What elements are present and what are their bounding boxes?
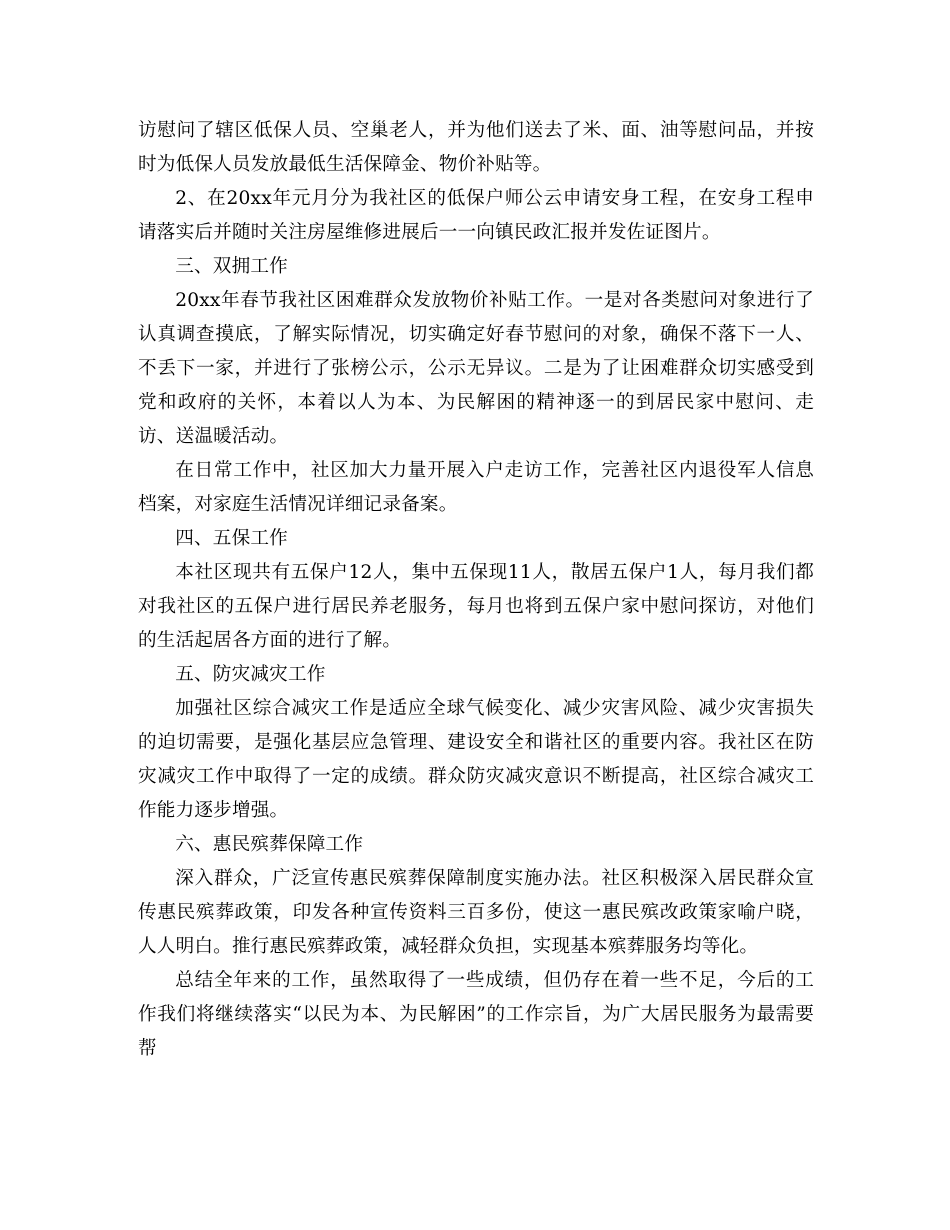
paragraph-continuation: 访慰问了辖区低保人员、空巢老人，并为他们送去了米、面、油等慰问品，并按时为低保人员发放最低生活保障金、物价补贴等。 bbox=[138, 120, 814, 175]
section-heading-wubao: 四、五保工作 bbox=[175, 528, 288, 549]
document-body bbox=[138, 114, 814, 1066]
section-heading-funeral: 六、惠民殡葬保障工作 bbox=[175, 834, 364, 855]
paragraph-funeral: 深入群众，广泛宣传惠民殡葬保障制度实施办法。社区积极深入居民群众宣传惠民殡葬政策，印发各种宣传资料三百多份，使这一惠民殡改政策家喻户晓，人人明白。推行惠民殡葬政策，减轻群众负担，实现基本殡葬服务均等化。 bbox=[138, 868, 814, 957]
paragraph-item-2: 2、在20xx年元月分为我社区的低保户师公云申请安身工程，在安身工程申请落实后并随时关注房屋维修进展后一一向镇民政汇报并发佐证图片。 bbox=[138, 188, 814, 243]
paragraph-daily-work: 在日常工作中，社区加大力量开展入户走访工作，完善社区内退役军人信息档案，对家庭生活情况详细记录备案。 bbox=[138, 460, 814, 515]
section-heading-shuangyong: 三、双拥工作 bbox=[175, 256, 288, 277]
paragraph-spring-festival: 20xx年春节我社区困难群众发放物价补贴工作。一是对各类慰问对象进行了认真调查摸底，了解实际情况，切实确定好春节慰问的对象，确保不落下一人、不丢下一家，并进行了张榜公示，公示无异议。二是为了让困难群众切实感受到党和政府的关怀，本着以人为本、为民解困的精神逐一的到居民家中慰问、走访、送温暖活动。 bbox=[138, 290, 814, 447]
paragraph-wubao: 本社区现共有五保户12人，集中五保现11人，散居五保户1人，每月我们都对我社区的五保户进行居民养老服务，每月也将到五保户家中慰问探访，对他们的生活起居各方面的进行了解。 bbox=[138, 562, 814, 651]
paragraph-summary: 总结全年来的工作，虽然取得了一些成绩，但仍存在着一些不足，今后的工作我们将继续落实“以民为本、为民解困”的工作宗旨，为广大居民服务为最需要帮 bbox=[138, 970, 814, 1059]
paragraph-disaster: 加强社区综合减灾工作是适应全球气候变化、减少灾害风险、减少灾害损失的迫切需要，是强化基层应急管理、建设安全和谐社区的重要内容。我社区在防灾减灾工作中取得了一定的成绩。群众防灾减灾意识不断提高，社区综合减灾工作能力逐步增强。 bbox=[138, 698, 814, 821]
section-heading-disaster: 五、防灾减灾工作 bbox=[175, 664, 326, 685]
